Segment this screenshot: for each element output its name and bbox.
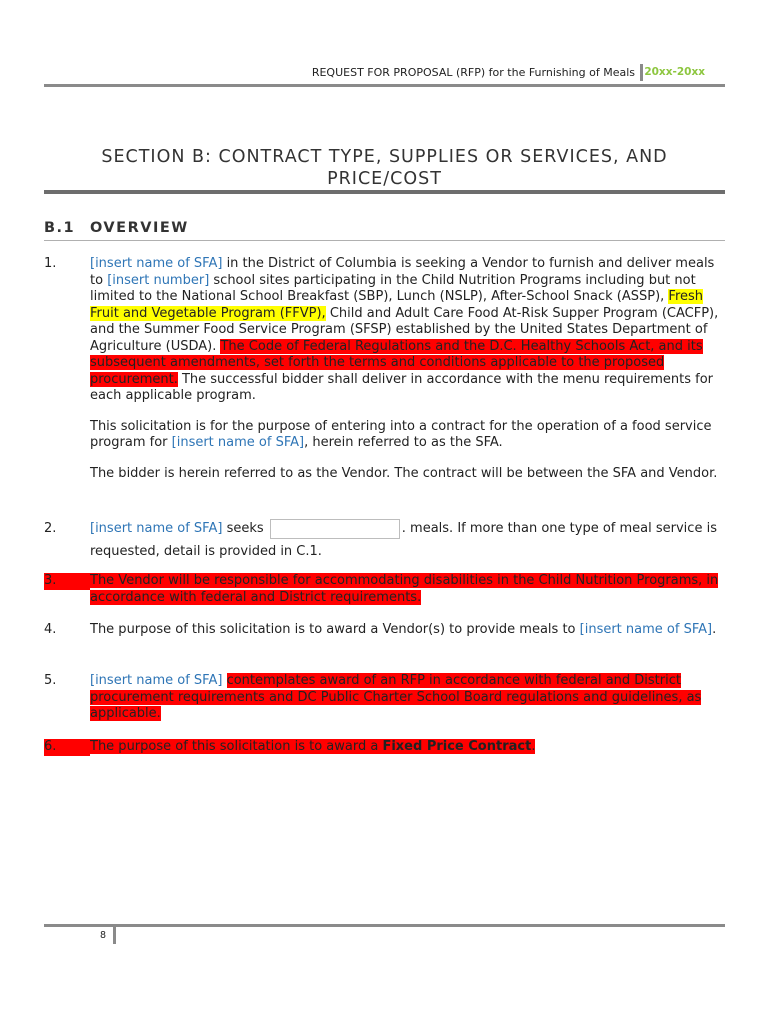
item-text: , herein referred to as the SFA. bbox=[304, 435, 503, 450]
header-year: 20xx-20xx bbox=[644, 66, 705, 78]
header-rule bbox=[44, 84, 725, 87]
item-number: 5. bbox=[44, 673, 57, 688]
list-item-3 bbox=[44, 573, 725, 606]
header-divider bbox=[640, 64, 643, 81]
overview-label: OVERVIEW bbox=[90, 220, 189, 236]
item-number: 3. bbox=[44, 573, 90, 590]
item-number: 4. bbox=[44, 622, 57, 637]
placeholder-sfa-name: [insert name of SFA] bbox=[90, 673, 223, 688]
placeholder-sfa-name: [insert name of SFA] bbox=[579, 622, 713, 637]
item-text: . bbox=[531, 739, 536, 754]
item-number: 6. bbox=[44, 739, 90, 756]
overview-rule bbox=[44, 240, 725, 241]
item-text: This solicitation is for the purpose of entering into a contract for the operation of a food service program for bbox=[90, 418, 712, 450]
item-text: The successful bidder shall deliver in accordance with the menu requirements for each applicable program. bbox=[90, 371, 714, 403]
item-text: . meals. If more than one type of meal service is requested, detail is provided in C.1. bbox=[90, 521, 717, 559]
list-item-2 bbox=[44, 517, 725, 563]
item-body bbox=[90, 517, 725, 563]
item-body bbox=[90, 622, 725, 639]
section-title-line-2: PRICE/COST bbox=[327, 169, 442, 189]
list-item-1 bbox=[44, 256, 725, 496]
item-body bbox=[90, 256, 725, 482]
item-1-paragraph-1 bbox=[90, 256, 725, 405]
page-header bbox=[44, 62, 725, 86]
overview-number: B.1 bbox=[44, 220, 76, 236]
item-1-paragraph-3: The bidder is herein referred to as the Vendor. The contract will be between the SFA and Vendor. bbox=[90, 465, 718, 481]
item-text: The purpose of this solicitation is to award a Vendor(s) to provide meals to bbox=[90, 622, 580, 637]
highlight-regulations: The Code of Federal Regulations and the D.C. Healthy Schools Act, and its subsequent amendments, set forth the terms and conditions applicable to the proposed procurement. bbox=[90, 338, 703, 387]
highlight-ffvp: Fresh Fruit and Vegetable Program (FFVP), bbox=[90, 289, 704, 321]
meal-type-input[interactable] bbox=[270, 519, 400, 539]
item-number: 2. bbox=[44, 521, 57, 536]
item-text: The purpose of this solicitation is to award a bbox=[90, 739, 383, 754]
item-body bbox=[90, 739, 725, 756]
footer-rule bbox=[44, 924, 725, 927]
item-body bbox=[90, 673, 725, 723]
page-number: 8 bbox=[100, 930, 107, 941]
placeholder-sfa-name: [insert name of SFA] bbox=[90, 521, 223, 536]
section-title-line-1: SECTION B: CONTRACT TYPE, SUPPLIES OR SERVICES, AND bbox=[101, 147, 668, 167]
item-text: school sites participating in the Child Nutrition Programs including but not limited to the National School Breakfast (SBP), Lunch (NSLP), After-School Snack (ASSP), bbox=[90, 272, 696, 304]
item-text: in the District of Columbia is seeking a Vendor to furnish and deliver meals to bbox=[90, 256, 715, 288]
section-title bbox=[44, 146, 725, 190]
placeholder-sfa-name: [insert name of SFA] bbox=[171, 435, 305, 450]
item-text: Child and Adult Care Food At-Risk Supper Program (CACFP), and the Summer Food Service Program (SFSP) established by the United States Department of Agriculture (USDA). bbox=[90, 305, 719, 354]
item-body bbox=[90, 573, 725, 606]
highlight-procurement: contemplates award of an RFP in accordance with federal and District procurement requirements and DC Public Charter School Board regulations and guidelines, as applicable. bbox=[90, 673, 702, 721]
item-text bbox=[222, 673, 226, 688]
footer-divider bbox=[113, 927, 116, 944]
item-text: . bbox=[712, 622, 717, 637]
highlight-disabilities: The Vendor will be responsible for accommodating disabilities in the Child Nutrition Programs, in accordance with federal and District requirements. bbox=[90, 573, 719, 605]
header-title: REQUEST FOR PROPOSAL (RFP) for the Furnishing of Meals bbox=[311, 66, 635, 79]
list-item-6 bbox=[44, 739, 725, 756]
placeholder-number: [insert number] bbox=[107, 272, 210, 288]
list-item-5 bbox=[44, 673, 725, 723]
item-1-paragraph-2 bbox=[90, 419, 725, 452]
list-item-4 bbox=[44, 622, 725, 639]
placeholder-sfa-name: [insert name of SFA] bbox=[90, 256, 223, 271]
item-text: seeks bbox=[222, 521, 268, 536]
highlight-fixed-price: Fixed Price Contract bbox=[382, 739, 532, 754]
item-number: 1. bbox=[44, 256, 57, 271]
section-rule bbox=[44, 190, 725, 194]
